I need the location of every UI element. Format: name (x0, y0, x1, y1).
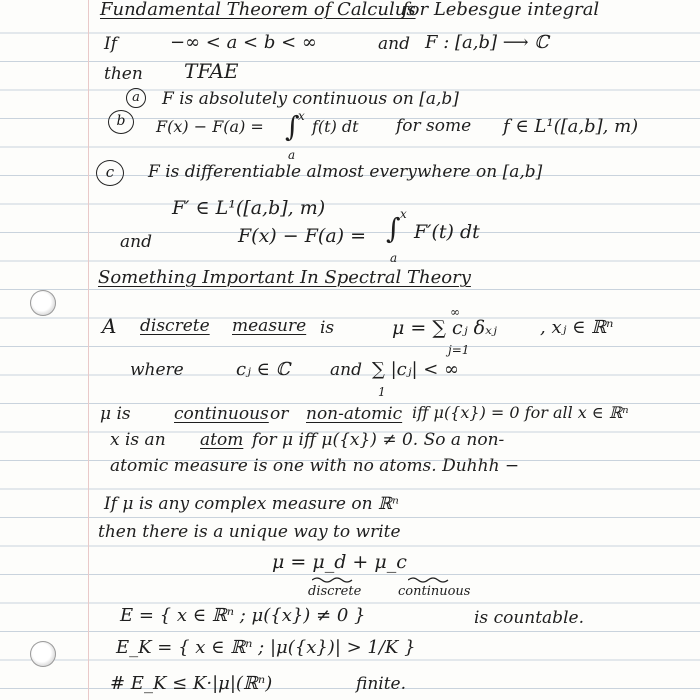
and-word-2: and (330, 360, 362, 380)
atomic-line: atomic measure is one with no atoms. Duhhh − (110, 456, 520, 476)
continuous-word: continuous (174, 404, 269, 424)
discrete-a: A (102, 314, 117, 338)
integral-lower: a (288, 148, 296, 162)
interval-condition: −∞ < a < b < ∞ (170, 32, 317, 53)
decomp-formula: μ = μ_d + μ_c (272, 551, 407, 573)
summable-condition: ∑ |cⱼ| < ∞ (372, 359, 460, 380)
discrete-word: discrete (140, 316, 210, 336)
if-word: If (104, 34, 118, 54)
decomp-line2: then there is a unique way to write (98, 522, 401, 542)
label-continuous: continuous (398, 584, 471, 599)
item-a-text: F is absolutely continuous on [a,b] (162, 89, 459, 109)
sum-lower-2: 1 (378, 385, 386, 399)
atom-pre: x is an (110, 430, 166, 450)
item-b-integrand: f(t) dt (312, 117, 359, 136)
where-word: where (130, 360, 184, 380)
item-b-marker: b (108, 110, 134, 134)
cj-in-c: cⱼ ∈ ℂ (236, 359, 290, 380)
set-e: E = { x ∈ ℝⁿ ; μ({x}) ≠ 0 } (120, 605, 366, 626)
item-b-lhs: F(x) − F(a) = (156, 117, 264, 136)
item-c-integrand: F′(t) dt (414, 221, 480, 243)
set-e-rest: is countable. (474, 608, 584, 628)
and-word: and (378, 34, 410, 54)
mu-is: μ is (100, 404, 131, 424)
then-word: then (104, 64, 143, 84)
function-map: F : [a,b] ⟶ ℂ (425, 32, 549, 53)
binder-hole (30, 641, 56, 667)
tfae: TFAE (184, 59, 239, 83)
sum-lower: j=1 (448, 343, 470, 357)
set-ek: E_K = { x ∈ ℝⁿ ; |μ({x})| > 1/K } (116, 637, 416, 658)
item-b-space: f ∈ L¹([a,b], m) (503, 116, 639, 137)
is-word: is (320, 318, 335, 338)
count-ek: # E_K ≤ K·|μ|(ℝⁿ) (110, 673, 273, 694)
discrete-formula: μ = ∑ cⱼ δₓⱼ (392, 317, 497, 339)
item-c-and: and (120, 232, 152, 252)
label-discrete: discrete (308, 584, 362, 599)
integral-upper: x (298, 109, 305, 123)
xj-domain: , xⱼ ∈ ℝⁿ (540, 317, 614, 338)
binder-hole (30, 290, 56, 316)
or-word: or (270, 404, 289, 424)
atom-word: atom (200, 430, 244, 450)
continuous-rest: iff μ({x}) = 0 for all x ∈ ℝⁿ (412, 403, 629, 422)
integral-upper: x (400, 207, 407, 221)
finite-word: finite. (356, 674, 407, 694)
item-a-marker: a (126, 88, 146, 108)
integral-sign: ∫ (285, 110, 300, 143)
integral-sign: ∫ (386, 212, 401, 245)
item-b-rest: for some (396, 116, 472, 136)
decomp-line1: If μ is any complex measure on ℝⁿ (104, 494, 399, 514)
item-c-marker: c (96, 160, 124, 186)
integral-lower: a (390, 251, 398, 265)
measure-word: measure (232, 316, 307, 336)
heading-ftc-rest: for Lebesgue integral (402, 0, 600, 20)
sum-upper: ∞ (450, 305, 460, 319)
heading-ftc: Fundamental Theorem of Calculus (100, 0, 416, 20)
margin-line (88, 0, 89, 700)
item-c-text: F is differentiable almost everywhere on [a,b] (148, 162, 543, 182)
item-c-line2: F′ ∈ L¹([a,b], m) (172, 197, 326, 219)
atom-rest: for μ iff μ({x}) ≠ 0. So a non- (252, 430, 505, 450)
non-atomic-word: non-atomic (306, 404, 403, 424)
heading-spectral: Something Important In Spectral Theory (98, 267, 471, 288)
item-c-line3-lhs: F(x) − F(a) = (238, 225, 367, 247)
